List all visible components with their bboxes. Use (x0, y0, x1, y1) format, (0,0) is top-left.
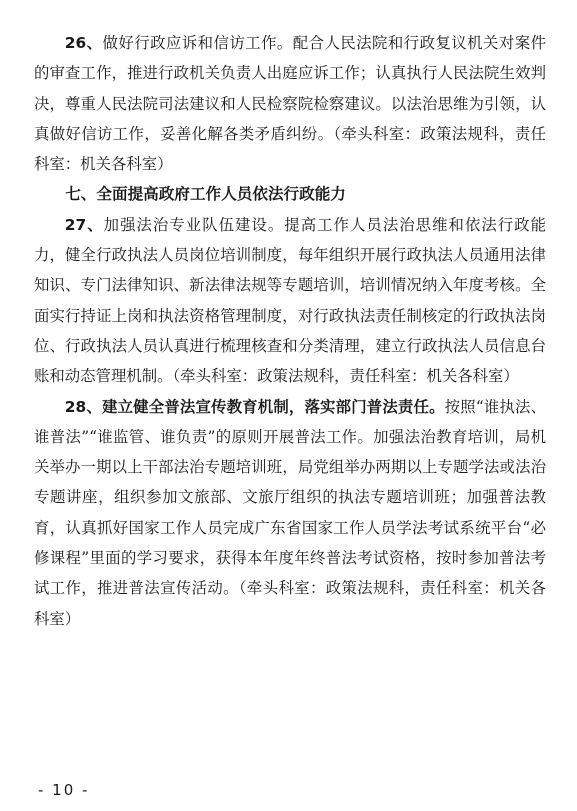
paragraph-27 (34, 210, 546, 392)
item-lead: 做好行政应诉和信访工作。 (102, 34, 293, 52)
item-body: 配合人民法院和行政复议机关对案件的审查工作，推进行政机关负责人出庭应诉工作；认真执行人民法院生效判决，尊重人民法院司法建议和人民检察院检察建议。以法治思维为引领，认真做好信访工作，妥善化解各类矛盾纠纷。（牵头科室：政策法规科，责任科室：机关各科室） (34, 34, 546, 174)
paragraph-28 (34, 392, 546, 634)
item-lead: 加强法治专业队伍建设。 (103, 215, 285, 234)
paragraph-26 (34, 28, 546, 179)
item-lead: 建立健全普法宣传教育机制，落实部门普法责任。 (101, 397, 445, 416)
item-number: 28、 (64, 397, 102, 416)
document-body (34, 28, 546, 634)
section-heading-7: 七、全面提高政府工作人员依法行政能力 (65, 185, 346, 204)
item-body: 提高工作人员法治思维和依法行政能力，健全行政执法人员岗位培训制度，每年组织开展行政执法人员通用法律知识、专门法律知识、新法律法规等专题培训，培训情况纳入年度考核。全面实行持证上岗和执法资格管理制度，对行政执法责任制核定的行政执法岗位、行政执法人员认真进行梳理核查和分类清理，建立行政执法人员信息台账和动态管理机制。（牵头科室：政策法规科，责任科室：机关各科室） (34, 215, 546, 386)
item-number: 27、 (64, 215, 104, 234)
item-body: 按照“谁执法、谁普法”“谁监管、谁负责”的原则开展普法工作。加强法治教育培训，局机关举办一期以上干部法治专题培训班，局党组举办两期以上专题学法或法治专题讲座，组织参加文旅部、文旅厅组织的执法专题培训班；加强普法教育，认真抓好国家工作人员完成广东省国家工作人员学法考试系统平台“必修课程”里面的学习要求，获得本年度年终普法考试资格，按时参加普法考试工作，推进普法宣传活动。（牵头科室：政策法规科，责任科室：机关各科室） (34, 397, 546, 628)
item-number: 26、 (64, 34, 103, 52)
page-number: - 10 - (38, 781, 90, 799)
